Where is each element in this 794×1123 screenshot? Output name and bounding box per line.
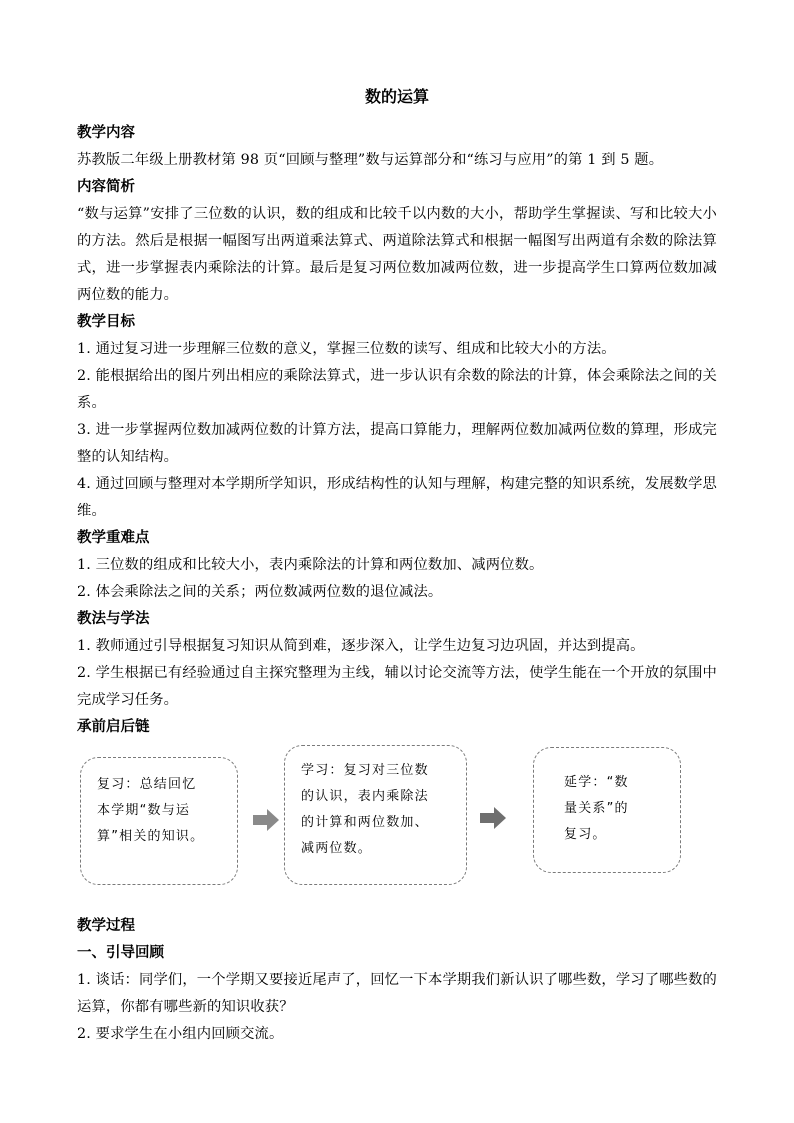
process-item: 2. 要求学生在小组内回顾交流。 (77, 1026, 284, 1042)
flow-box-line: 算”相关的知识。 (97, 829, 205, 844)
heading-process: 教学过程 (77, 918, 135, 934)
goal-item: 2. 能根据给出的图片列出相应的乘除法算式，进一步认识有余数的除法的计算，体会乘除法之间的关系。 (77, 368, 717, 411)
flow-box-review (80, 757, 238, 885)
flow-box-study (284, 745, 467, 885)
flow-box-line: 量关系”的 (564, 801, 629, 816)
flow-box-line: 复习：总结回忆 (97, 777, 197, 792)
method-item: 1. 教师通过引导根据复习知识从简到难，逐步深入，让学生边复习边巩固，并达到提高。 (77, 638, 645, 654)
flow-box-line: 的认识，表内乘除法 (301, 789, 429, 804)
flow-diagram (77, 745, 717, 905)
heading-part-one: 一、引导回顾 (77, 945, 164, 961)
flow-box-extend (533, 747, 681, 873)
goal-item: 4. 通过回顾与整理对本学期所学知识，形成结构性的认知与理解，构建完整的知识系统，发展数学思维。 (77, 476, 717, 519)
flow-box-line: 本学期“数与运 (97, 803, 191, 818)
heading-content: 教学内容 (77, 125, 135, 141)
flow-box-line: 学习：复习对三位数 (301, 763, 429, 778)
goal-item: 1. 通过复习进一步理解三位数的意义，掌握三位数的读写、组成和比较大小的方法。 (77, 341, 616, 357)
heading-brief: 内容简析 (77, 179, 135, 195)
heading-methods: 教法与学法 (77, 611, 150, 627)
process-item: 1. 谈话：同学们，一个学期又要接近尾声了，回忆一下本学期我们新认识了哪些数，学习了哪些数的运算，你都有哪些新的知识收获？ (77, 972, 717, 1015)
heading-key-points: 教学重难点 (77, 530, 150, 546)
flow-arrow-icon (480, 807, 506, 829)
key-point-item: 1. 三位数的组成和比较大小，表内乘除法的计算和两位数加、减两位数。 (77, 557, 544, 573)
heading-goals: 教学目标 (77, 314, 135, 330)
key-point-item: 2. 体会乘除法之间的关系；两位数减两位数的退位减法。 (77, 584, 443, 600)
page-title: 数的运算 (364, 87, 429, 106)
flow-arrow-icon (253, 809, 279, 831)
flow-box-line: 复习。 (564, 827, 607, 842)
flow-box-line: 的计算和两位数加、 (301, 815, 429, 830)
paragraph-brief: “数与运算”安排了三位数的认识，数的组成和比较千以内数的大小，帮助学生掌握读、写和比较大小的方法。然后是根据一幅图写出两道乘法算式、两道除法算式和根据一幅图写出两道有余数的除法算式，进一步掌握表内乘除法的计算。最后是复习两位数加减两位数，进一步提高学生口算两位数加减两位数的能力。 (77, 206, 717, 303)
method-item: 2. 学生根据已有经验通过自主探究整理为主线，辅以讨论交流等方法，使学生能在一个开放的氛围中完成学习任务。 (77, 665, 717, 708)
document-body (77, 120, 717, 1048)
heading-chain: 承前启后链 (77, 719, 150, 735)
paragraph-content: 苏教版二年级上册教材第 98 页“回顾与整理”数与运算部分和“练习与应用”的第 1 到 5 题。 (77, 152, 664, 168)
flow-box-line: 延学：“数 (564, 775, 629, 790)
goal-item: 3. 进一步掌握两位数加减两位数的计算方法，提高口算能力，理解两位数加减两位数的算理，形成完整的认知结构。 (77, 422, 717, 465)
flow-box-line: 减两位数。 (301, 841, 373, 856)
